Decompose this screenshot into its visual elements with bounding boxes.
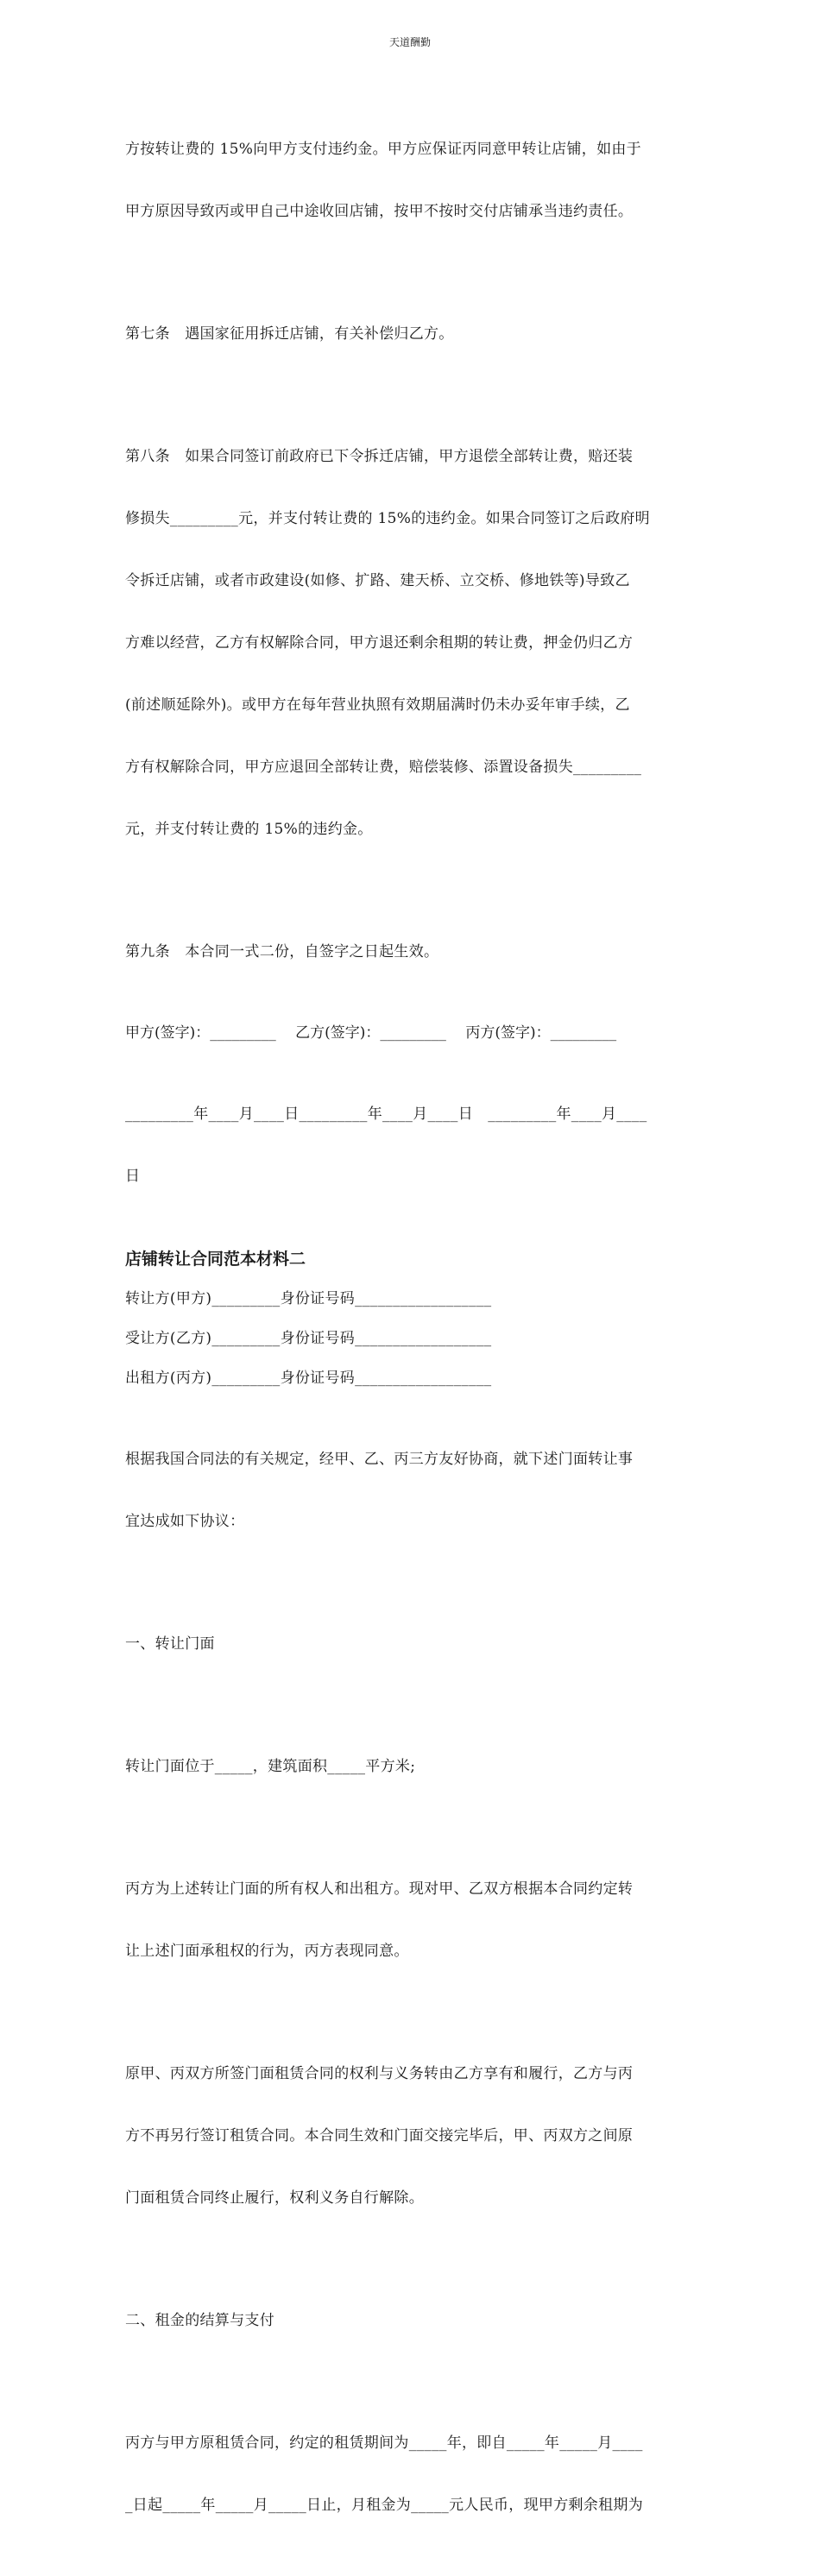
paragraph-owner-consent: [125, 1837, 698, 2003]
signature-line: 甲方(签字)：_________ 乙方(签字)：_________ 丙方(签字)：_________: [125, 1024, 617, 1042]
paragraph-article-9: [125, 900, 698, 1004]
text-line: 方按转让费的 15%向甲方支付违约金。甲方应保证丙同意甲转让店铺，如由于: [125, 141, 641, 158]
text-line: 令拆迁店铺，或者市政建设(如修、扩路、建天桥、立交桥、修地铁等)导致乙: [125, 572, 630, 589]
heading-transfer-storefront: [125, 1592, 698, 1696]
text-line: 方有权解除合同，甲方应退回全部转让费，赔偿装修、添置设备损失_________: [125, 759, 642, 776]
date-lines: [125, 1062, 698, 1228]
text-line: 丙方与甲方原租赁合同，约定的租赁期间为_____年，即自_____年_____月____: [125, 2434, 643, 2452]
text-line: 第九条 本合同一式二份，自签字之日起生效。: [125, 943, 439, 960]
party-lessor: 出租方(丙方)_________身份证号码__________________: [125, 1370, 492, 1387]
heading-rent-settlement: [125, 2269, 698, 2372]
party-transferee: 受让方(乙方)_________身份证号码__________________: [125, 1330, 492, 1347]
text-line: (前述顺延除外)。或甲方在每年营业执照有效期届满时仍未办妥年审手续，乙: [125, 696, 630, 714]
document-body: [125, 98, 698, 2576]
text-line: 二、租金的结算与支付: [125, 2312, 274, 2329]
text-line: 丙方为上述转让门面的所有权人和出租方。现对甲、乙双方根据本合同约定转: [125, 1880, 634, 1898]
text-line: 修损失_________元，并支付转让费的 15%的违约金。如果合同签订之后政府明: [125, 510, 650, 527]
text-line: _日起_____年_____月_____日止，月租金为_____元人民币，现甲方剩余租期为: [125, 2497, 643, 2514]
date-line: _________年____月____日_________年____月____日 _________年____月____: [125, 1105, 647, 1123]
date-line: 日: [125, 1168, 141, 1185]
page-header: 天道酬勤: [388, 36, 431, 48]
text-line: 根据我国合同法的有关规定，经甲、乙、丙三方友好协商，就下述门面转让事: [125, 1451, 634, 1468]
paragraph-article-7: [125, 282, 698, 386]
paragraph-article-8: [125, 405, 698, 881]
text-line: 第七条 遇国家征用拆迁店铺，有关补偿归乙方。: [125, 325, 454, 343]
text-line: 宜达成如下协议：: [125, 1513, 245, 1530]
text-line: 原甲、丙双方所签门面租赁合同的权利与义务转由乙方享有和履行，乙方与丙: [125, 2065, 634, 2082]
text-line: 方不再另行签订租赁合同。本合同生效和门面交接完毕后，甲、丙双方之间原: [125, 2127, 634, 2145]
section-title: 店铺转让合同范本材料二: [125, 1250, 306, 1269]
text-line: 第八条 如果合同签订前政府已下令拆迁店铺，甲方退偿全部转让费，赔还装: [125, 448, 634, 465]
text-line: 一、转让门面: [125, 1635, 215, 1653]
paragraph-location: [125, 1715, 698, 1818]
text-line: 元，并支付转让费的 15%的违约金。: [125, 821, 373, 838]
text-line: 转让门面位于_____，建筑面积_____平方米;: [125, 1758, 416, 1775]
text-line: 门面租赁合同终止履行，权利义务自行解除。: [125, 2189, 424, 2207]
party-transferor: 转让方(甲方)_________身份证号码__________________: [125, 1290, 492, 1307]
text-line: 甲方原因导致丙或甲自己中途收回店铺，按甲不按时交付店铺承当违约责任。: [125, 203, 634, 220]
paragraph-rights-transfer: [125, 2022, 698, 2250]
text-line: 方难以经营，乙方有权解除合同，甲方退还剩余租期的转让费，押金仍归乙方: [125, 634, 634, 652]
paragraph-penalty-continuation: [125, 98, 698, 263]
paragraph-preamble: [125, 1408, 698, 1573]
paragraph-rent-terms: [125, 2391, 698, 2557]
text-line: 让上述门面承租权的行为，丙方表现同意。: [125, 1943, 409, 1960]
